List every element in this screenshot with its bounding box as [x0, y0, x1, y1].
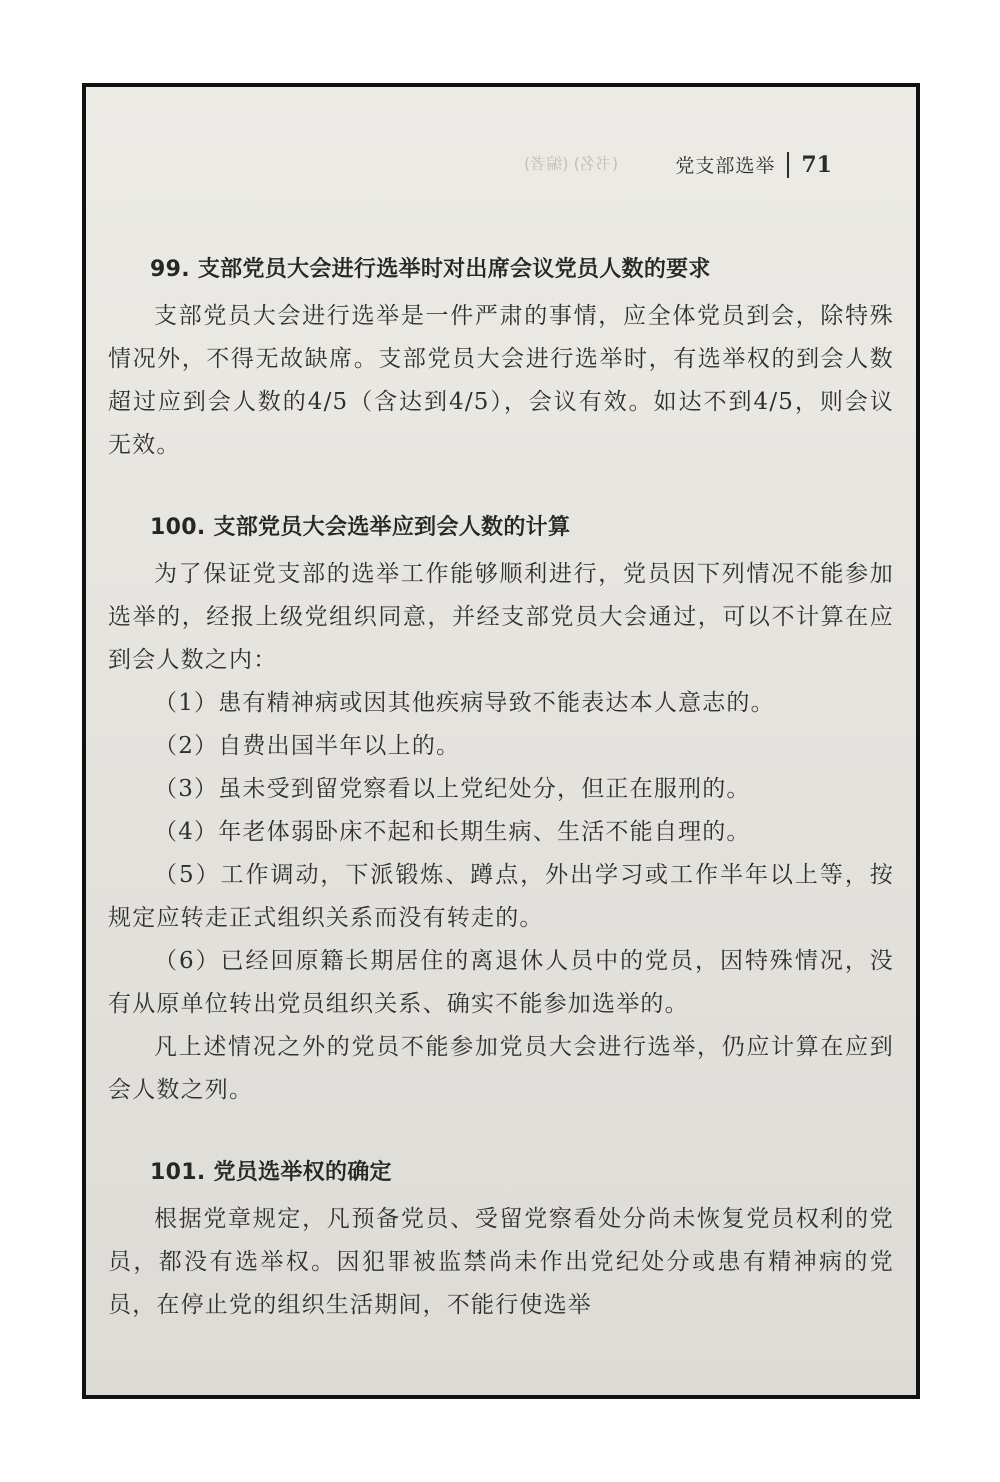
- header-divider: [787, 152, 789, 178]
- paragraph: 凡上述情况之外的党员不能参加党员大会进行选举，仍应计算在应到会人数之列。: [108, 1034, 894, 1103]
- page-number: 71: [801, 151, 832, 178]
- section-99: [108, 255, 894, 467]
- paragraph: 为了保证党支部的选举工作能够顺利进行，党员因下列情况不能参加选举的，经报上级党组织同意，并经支部党员大会通过，可以不计算在应到会人数之内：: [108, 561, 894, 673]
- list-item: （6）已经回原籍长期居住的离退休人员中的党员，因特殊情况，没有从原单位转出党员组织关系、确实不能参加选举的。: [108, 948, 894, 1017]
- list-item: （2）自费出国半年以上的。: [154, 733, 461, 759]
- section-100: [108, 513, 894, 1112]
- list-item: （4）年老体弱卧床不起和长期生病、生活不能自理的。: [154, 819, 751, 845]
- section-heading: 100. 支部党员大会选举应到会人数的计算: [150, 515, 571, 540]
- paragraph: 支部党员大会进行选举是一件严肃的事情，应全体党员到会，除特殊情况外，不得无故缺席。支部党员大会进行选举时，有选举权的到会人数超过应到会人数的4/5（含达到4/5），会议有效。如达不到4/5，则会议无效。: [108, 303, 894, 458]
- section-heading: 99. 支部党员大会进行选举时对出席会议党员人数的要求: [150, 257, 711, 282]
- section-heading: 101. 党员选举权的确定: [150, 1160, 392, 1185]
- list-item: （3）虽未受到留党察看以上党纪处分，但正在服刑的。: [154, 776, 751, 802]
- page-header: [675, 151, 832, 178]
- list-item: （1）患有精神病或因其他疾病导致不能表达本人意志的。: [154, 690, 775, 716]
- paragraph: 根据党章规定，凡预备党员、受留党察看处分尚未恢复党员权利的党员，都没有选举权。因犯罪被监禁尚未作出党纪处分或患有精神病的党员，在停止党的组织生活期间，不能行使选举: [108, 1206, 894, 1318]
- book-page-frame: [82, 83, 920, 1399]
- book-page: [86, 87, 916, 1395]
- running-title: 党支部选举: [675, 155, 776, 177]
- bleed-through-text: (书名) (编者): [524, 154, 619, 173]
- section-101: [108, 1158, 894, 1327]
- page-content: [108, 255, 894, 1373]
- list-item: （5）工作调动，下派锻炼、蹲点，外出学习或工作半年以上等，按规定应转走正式组织关系而没有转走的。: [108, 862, 894, 931]
